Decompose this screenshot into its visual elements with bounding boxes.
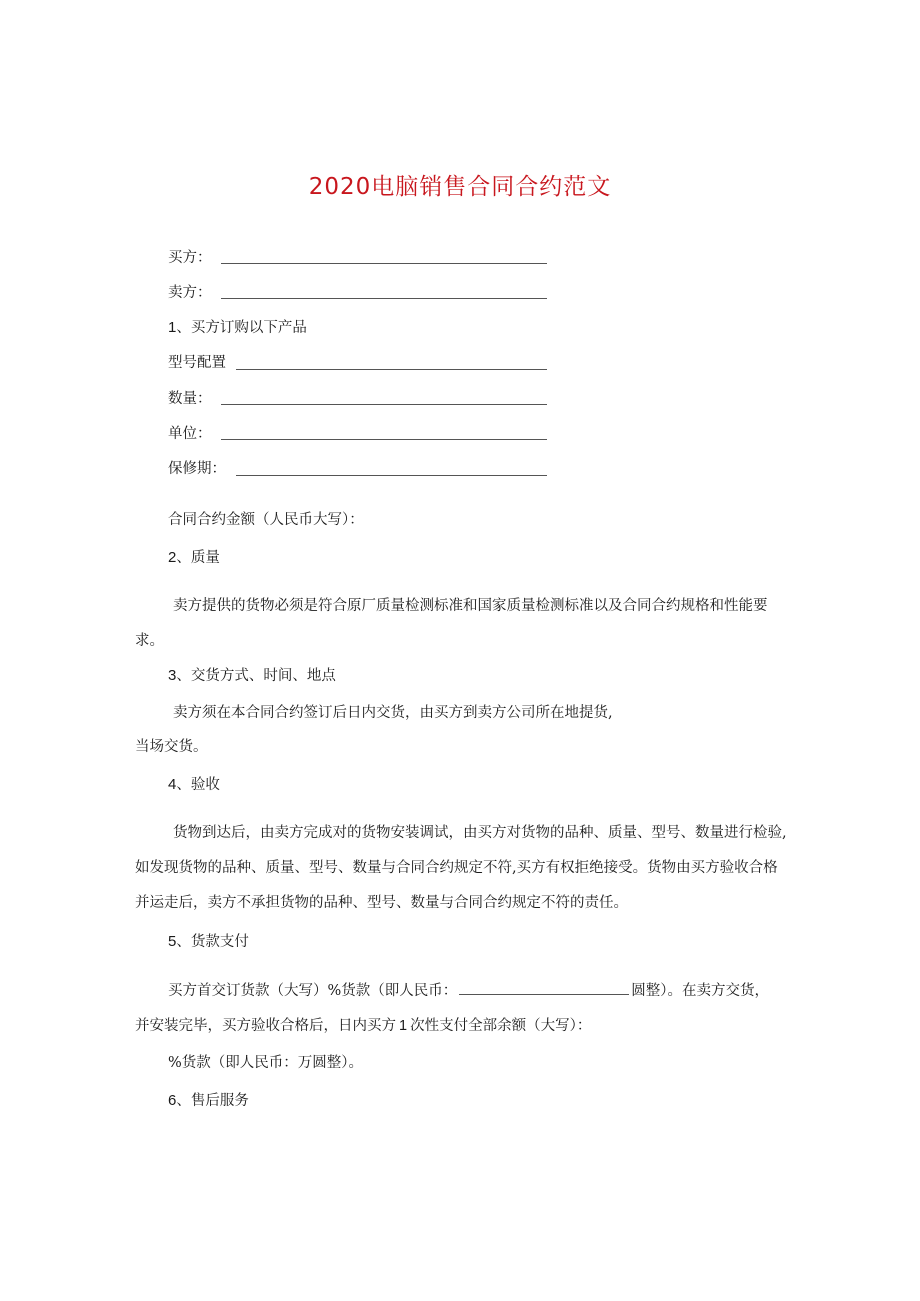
section-4-body: 货物到达后，由卖方完成对的货物安装调试，由买方对货物的品种、质量、型号、数量进行检验,如发现货物的品种、质量、型号、数量与合同合约规定不符,买方有权拒绝接受。货物由买方验收合格并运走后，卖方不承担货物的品种、型号、数量与合同合约规定不符的责任。: [135, 825, 787, 911]
section-6-text: 、售后服务: [176, 1093, 249, 1109]
section-3-body-line2: 当场交货。: [135, 739, 208, 755]
section-1-text: 、买方订购以下产品: [176, 320, 307, 336]
section-2-heading: [168, 548, 220, 568]
section-2-text: 、质量: [176, 550, 220, 566]
section-5-body: [135, 974, 781, 1044]
section-2-number: 2: [168, 549, 177, 566]
rmb-amount-blank[interactable]: [459, 978, 629, 995]
section-5-body-line3: %货款（即人民币：万圆整）。: [168, 1055, 364, 1071]
model-field-line[interactable]: [236, 369, 547, 370]
quantity-field-line[interactable]: [221, 404, 547, 405]
section-1-heading: [168, 318, 307, 338]
section-3-number: 3: [168, 667, 177, 684]
contract-amount-label: 合同合约金额（人民币大写）：: [168, 512, 364, 528]
section-4-text: 、验收: [176, 777, 220, 793]
unit-field-line[interactable]: [221, 439, 547, 440]
buyer-label: 买方：: [168, 250, 212, 266]
model-label: 型号配置: [168, 355, 226, 371]
section-5-number: 5: [168, 933, 177, 950]
section-6-heading: [168, 1091, 249, 1111]
section-5-body-part-b: 圆整）。在卖方交货，并安装完毕，买方验收合格后，日内买方: [135, 983, 770, 1034]
section-5-heading: [168, 932, 249, 952]
section-3-text: 、交货方式、时间、地点: [176, 668, 336, 684]
quantity-label: 数量：: [168, 391, 212, 407]
section-5-body-part-a: 买方首交订货款（大写）%货款（即人民币：: [168, 983, 458, 999]
page-title: 2020电脑销售合同合约范文: [308, 174, 612, 200]
seller-field-line[interactable]: [221, 298, 547, 299]
section-3-heading: [168, 666, 336, 686]
unit-label: 单位：: [168, 426, 212, 442]
section-2-body: 卖方提供的货物必须是符合原厂质量检测标准和国家质量检测标准以及合同合约规格和性能要求。: [135, 598, 768, 649]
section-5-text: 、货款支付: [176, 934, 249, 950]
buyer-field-line[interactable]: [221, 263, 547, 264]
section-5-body-part-c: 1: [399, 1018, 408, 1034]
section-4-heading: [168, 775, 220, 795]
seller-label: 卖方：: [168, 285, 212, 301]
section-1-number: 1: [168, 319, 177, 336]
section-3-body-line1: 卖方须在本合同合约签订后日内交货，由买方到卖方公司所在地提货,: [173, 705, 613, 721]
section-4-number: 4: [168, 776, 177, 793]
section-5-body-part-d: 次性支付全部余额（大写）：: [410, 1018, 592, 1034]
warranty-label: 保修期：: [168, 461, 226, 477]
warranty-field-line[interactable]: [236, 475, 547, 476]
section-6-number: 6: [168, 1092, 177, 1109]
